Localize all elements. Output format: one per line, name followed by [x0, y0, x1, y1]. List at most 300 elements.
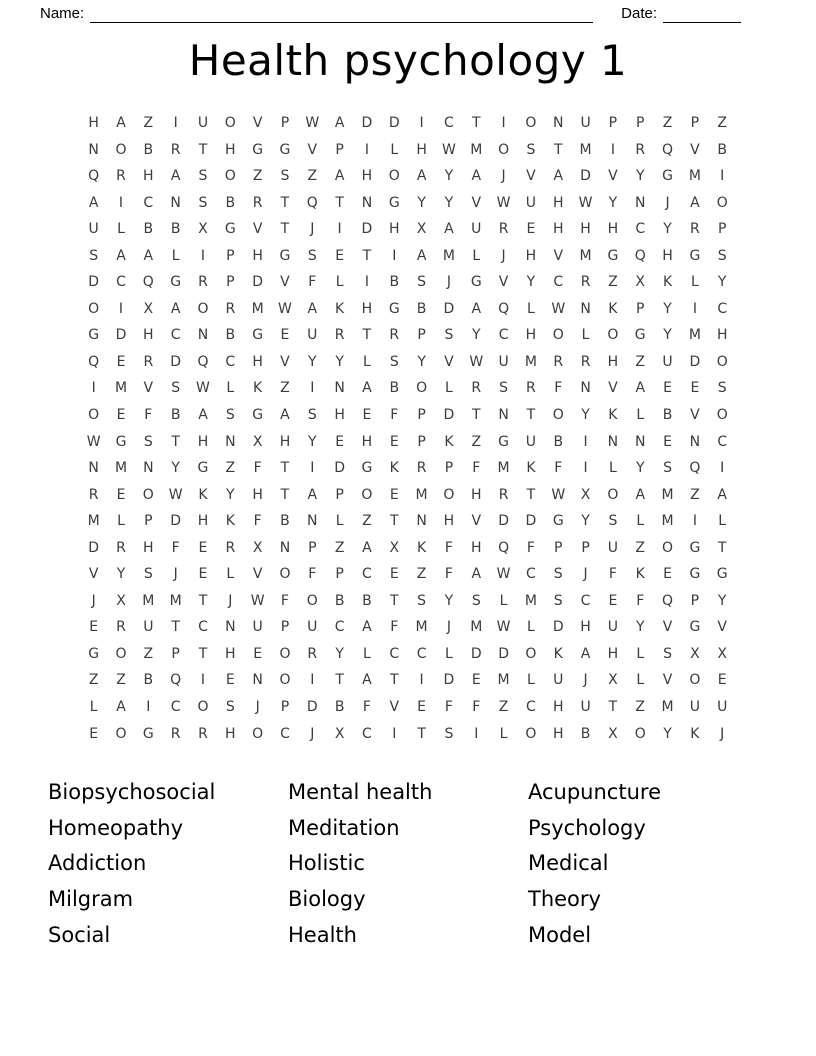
grid-letter: U: [662, 353, 673, 370]
grid-letter: I: [310, 460, 315, 477]
grid-letter: V: [526, 168, 536, 185]
grid-letter: A: [334, 115, 345, 131]
grid-letter: E: [663, 380, 672, 397]
grid-letter: P: [417, 327, 426, 344]
grid-letter: M: [688, 168, 701, 185]
grid-letter: U: [717, 699, 728, 716]
grid-letter: S: [717, 247, 727, 264]
grid-letter: K: [690, 725, 700, 742]
grid-letter: G: [115, 433, 127, 450]
grid-letter: H: [197, 513, 209, 530]
grid-letter: V: [471, 194, 482, 211]
grid-letter: T: [335, 194, 344, 211]
grid-letter: M: [579, 141, 592, 158]
grid-letter: I: [173, 115, 178, 131]
grid-letter: D: [306, 699, 318, 716]
grid-letter: C: [116, 274, 126, 291]
grid-letter: Q: [498, 300, 510, 317]
grid-letter: J: [228, 592, 233, 609]
grid-letter: U: [143, 619, 154, 636]
grid-letter: D: [361, 115, 373, 131]
grid-letter: U: [525, 194, 537, 211]
grid-letter: P: [144, 513, 153, 530]
grid-letter: I: [364, 274, 370, 291]
grid-letter: F: [554, 460, 563, 477]
grid-letter: A: [362, 539, 372, 556]
grid-letter: F: [280, 592, 289, 609]
grid-row: [80, 110, 736, 137]
grid-letter: O: [525, 725, 537, 742]
grid-row: [80, 243, 736, 270]
grid-letter: R: [690, 221, 700, 238]
grid-letter: L: [636, 513, 645, 530]
grid-letter: P: [417, 407, 426, 424]
grid-letter: K: [417, 539, 427, 556]
grid-letter: C: [717, 433, 728, 450]
grid-letter: A: [635, 380, 646, 397]
grid-letter: Z: [416, 566, 427, 583]
grid-letter: K: [608, 407, 618, 424]
grid-letter: C: [416, 645, 427, 662]
word-list-item: Holistic: [288, 851, 365, 876]
grid-letter: T: [198, 592, 208, 609]
grid-letter: G: [88, 327, 100, 344]
grid-letter: S: [663, 645, 672, 662]
grid-letter: F: [171, 539, 180, 556]
grid-letter: D: [498, 513, 509, 530]
grid-row: [80, 561, 736, 588]
grid-letter: G: [279, 141, 291, 158]
grid-letter: Z: [116, 672, 126, 689]
grid-letter: P: [280, 115, 290, 131]
grid-letter: L: [363, 645, 371, 662]
grid-letter: O: [525, 645, 537, 662]
grid-letter: N: [416, 513, 427, 530]
grid-letter: F: [390, 407, 399, 424]
name-label: Name:: [40, 5, 85, 22]
grid-letter: J: [310, 725, 315, 742]
grid-letter: G: [552, 513, 564, 530]
grid-letter: M: [661, 699, 674, 716]
grid-letter: O: [224, 168, 236, 185]
grid-letter: Z: [662, 115, 673, 131]
grid-letter: K: [553, 645, 563, 662]
grid-letter: I: [720, 460, 725, 477]
grid-letter: I: [200, 672, 206, 689]
grid-row: [80, 667, 736, 694]
grid-letter: Z: [88, 672, 99, 689]
grid-letter: K: [225, 513, 235, 530]
grid-letter: R: [307, 645, 318, 662]
grid-letter: Q: [662, 141, 674, 158]
grid-letter: F: [526, 539, 535, 556]
grid-letter: L: [226, 380, 235, 397]
grid-letter: M: [169, 592, 182, 609]
grid-letter: C: [389, 645, 400, 662]
grid-letter: E: [280, 327, 290, 344]
grid-letter: J: [501, 168, 506, 185]
grid-letter: A: [116, 247, 126, 264]
grid-letter: C: [143, 194, 154, 211]
word-list-column: [528, 777, 768, 955]
grid-letter: P: [280, 619, 290, 636]
grid-letter: K: [335, 300, 345, 317]
grid-letter: W: [496, 194, 511, 211]
grid-letter: V: [88, 566, 99, 583]
grid-letter: L: [335, 274, 344, 291]
grid-letter: C: [170, 327, 181, 344]
grid-letter: A: [362, 380, 372, 397]
grid-letter: B: [143, 141, 154, 158]
grid-letter: V: [389, 699, 400, 716]
grid-letter: D: [443, 672, 455, 689]
grid-letter: E: [663, 566, 672, 583]
grid-letter: E: [116, 486, 126, 503]
grid-letter: Z: [635, 539, 646, 556]
grid-letter: L: [581, 327, 590, 344]
grid-letter: V: [471, 513, 482, 530]
grid-letter: G: [689, 247, 701, 264]
grid-letter: X: [690, 645, 700, 662]
grid-letter: P: [226, 274, 235, 291]
grid-letter: D: [525, 513, 537, 530]
grid-letter: S: [444, 327, 454, 344]
grid-row: [80, 163, 736, 190]
grid-letter: A: [717, 486, 727, 503]
grid-letter: T: [471, 115, 481, 131]
grid-letter: J: [583, 566, 588, 583]
grid-letter: G: [689, 539, 701, 556]
grid-letter: F: [472, 699, 481, 716]
grid-letter: R: [498, 486, 509, 503]
grid-letter: X: [143, 300, 154, 317]
grid-letter: W: [86, 433, 101, 450]
grid-letter: K: [444, 433, 454, 450]
grid-letter: U: [307, 327, 318, 344]
grid-letter: V: [662, 619, 673, 636]
grid-letter: L: [226, 566, 235, 583]
grid-letter: F: [144, 407, 153, 424]
grid-letter: Y: [226, 486, 235, 503]
grid-letter: X: [717, 645, 727, 662]
grid-letter: Y: [608, 194, 618, 211]
grid-letter: Z: [143, 115, 154, 131]
grid-letter: W: [168, 486, 183, 503]
word-list-item: Addiction: [48, 851, 147, 876]
grid-letter: F: [444, 539, 453, 556]
grid-letter: L: [499, 725, 508, 742]
grid-letter: S: [171, 380, 181, 397]
grid-letter: E: [471, 672, 481, 689]
date-blank-line: [663, 8, 741, 23]
grid-letter: Y: [444, 168, 454, 185]
grid-letter: S: [307, 247, 317, 264]
grid-letter: W: [196, 380, 210, 397]
grid-letter: H: [361, 300, 373, 317]
grid-letter: C: [334, 619, 345, 636]
grid-letter: R: [225, 539, 236, 556]
grid-letter: O: [306, 592, 318, 609]
grid-letter: M: [415, 619, 428, 636]
grid-letter: T: [280, 194, 290, 211]
grid-letter: K: [526, 460, 536, 477]
grid-letter: Z: [717, 115, 727, 131]
grid-row: [80, 482, 736, 509]
grid-letter: M: [661, 513, 674, 530]
grid-letter: D: [88, 539, 100, 556]
grid-letter: O: [224, 115, 236, 131]
grid-letter: N: [307, 513, 318, 530]
grid-letter: L: [363, 353, 371, 370]
grid-letter: M: [251, 300, 264, 317]
grid-letter: H: [607, 353, 619, 370]
grid-letter: O: [279, 645, 291, 662]
grid-letter: M: [497, 460, 510, 477]
grid-letter: E: [389, 566, 399, 583]
grid-letter: E: [225, 672, 235, 689]
grid-letter: E: [116, 353, 126, 370]
grid-letter: R: [170, 725, 181, 742]
grid-row: [80, 721, 736, 748]
grid-letter: L: [390, 141, 399, 158]
grid-letter: K: [253, 380, 263, 397]
grid-letter: A: [280, 407, 290, 424]
grid-letter: H: [443, 513, 455, 530]
grid-letter: L: [608, 460, 617, 477]
grid-letter: X: [252, 539, 263, 556]
grid-letter: A: [88, 194, 99, 211]
word-list-item: Theory: [528, 886, 601, 911]
grid-letter: G: [662, 168, 673, 185]
grid-letter: R: [498, 221, 509, 238]
grid-letter: X: [334, 725, 345, 742]
grid-letter: J: [255, 699, 260, 716]
grid-letter: H: [416, 141, 427, 158]
grid-letter: G: [361, 460, 373, 477]
grid-letter: R: [553, 353, 564, 370]
grid-letter: N: [170, 194, 181, 211]
grid-letter: D: [689, 353, 701, 370]
grid-letter: P: [636, 115, 645, 131]
grid-row: [80, 535, 736, 562]
grid-letter: H: [252, 247, 263, 264]
grid-letter: N: [361, 194, 373, 211]
grid-letter: T: [471, 407, 481, 424]
grid-letter: D: [470, 645, 482, 662]
grid-letter: T: [389, 513, 399, 530]
grid-letter: F: [444, 566, 453, 583]
grid-letter: H: [143, 168, 154, 185]
grid-row: [80, 641, 736, 668]
grid-letter: B: [143, 221, 154, 238]
grid-letter: I: [392, 725, 397, 742]
grid-letter: A: [307, 300, 318, 317]
grid-letter: R: [143, 353, 154, 370]
grid-letter: D: [88, 274, 100, 291]
grid-letter: T: [362, 327, 372, 344]
grid-letter: E: [417, 699, 427, 716]
grid-letter: C: [526, 699, 536, 716]
grid-letter: O: [416, 380, 428, 397]
grid-letter: A: [690, 194, 700, 211]
grid-letter: L: [445, 380, 453, 397]
grid-letter: S: [143, 566, 153, 583]
grid-row: [80, 588, 736, 615]
grid-letter: H: [197, 433, 209, 450]
grid-letter: Y: [335, 353, 344, 370]
grid-letter: H: [552, 725, 564, 742]
grid-letter: O: [115, 725, 127, 742]
grid-letter: A: [471, 168, 482, 185]
grid-letter: O: [388, 168, 400, 185]
grid-letter: F: [636, 592, 645, 609]
grid-letter: I: [392, 247, 397, 264]
grid-letter: U: [525, 433, 537, 450]
grid-letter: S: [225, 407, 235, 424]
grid-letter: V: [252, 221, 263, 238]
word-list-item: Biology: [288, 886, 366, 911]
grid-letter: G: [689, 619, 701, 636]
grid-letter: H: [580, 619, 591, 636]
grid-letter: L: [636, 645, 645, 662]
grid-letter: S: [717, 380, 727, 397]
grid-letter: Z: [471, 433, 482, 450]
grid-letter: A: [416, 247, 427, 264]
grid-letter: R: [389, 327, 400, 344]
grid-letter: D: [580, 168, 591, 185]
word-list-item: Medical: [528, 851, 609, 876]
grid-letter: Y: [526, 274, 536, 291]
grid-letter: B: [580, 725, 591, 742]
grid-letter: R: [580, 274, 591, 291]
grid-letter: C: [362, 566, 372, 583]
grid-letter: L: [636, 407, 645, 424]
grid-row: [80, 694, 736, 721]
grid-letter: N: [143, 460, 154, 477]
grid-letter: Z: [225, 460, 236, 477]
grid-letter: B: [225, 194, 236, 211]
grid-letter: O: [443, 486, 455, 503]
grid-letter: M: [661, 486, 674, 503]
grid-letter: P: [171, 645, 180, 662]
grid-letter: H: [525, 327, 537, 344]
grid-letter: Y: [581, 513, 590, 530]
grid-letter: V: [690, 141, 700, 158]
grid-letter: O: [662, 539, 674, 556]
grid-letter: K: [608, 300, 618, 317]
word-list-item: Mental health: [288, 780, 433, 805]
grid-letter: J: [446, 619, 451, 636]
grid-letter: M: [524, 592, 537, 609]
grid-letter: J: [720, 725, 725, 742]
grid-row: [80, 349, 736, 376]
grid-letter: Y: [308, 433, 317, 450]
grid-letter: X: [416, 221, 427, 238]
grid-letter: H: [143, 539, 154, 556]
grid-letter: E: [362, 407, 372, 424]
grid-letter: R: [170, 141, 181, 158]
grid-letter: E: [198, 539, 208, 556]
grid-letter: Z: [635, 353, 646, 370]
grid-letter: L: [472, 247, 481, 264]
grid-letter: F: [608, 566, 617, 583]
word-list-column: [48, 777, 288, 955]
grid-letter: X: [608, 725, 618, 742]
grid-letter: M: [497, 672, 510, 689]
grid-letter: I: [310, 672, 315, 689]
grid-letter: T: [417, 725, 426, 742]
grid-letter: V: [553, 247, 564, 264]
grid-letter: K: [635, 566, 645, 583]
grid-letter: R: [580, 353, 591, 370]
grid-letter: N: [607, 433, 619, 450]
grid-letter: B: [225, 327, 236, 344]
grid-letter: J: [91, 592, 96, 609]
grid-letter: Z: [635, 699, 646, 716]
grid-letter: V: [662, 672, 673, 689]
grid-letter: H: [552, 194, 564, 211]
grid-letter: F: [554, 380, 563, 397]
grid-letter: L: [117, 221, 125, 238]
grid-letter: M: [415, 486, 428, 503]
grid-letter: F: [253, 460, 262, 477]
grid-letter: B: [334, 699, 345, 716]
grid-letter: B: [553, 433, 564, 450]
word-list-item: Milgram: [48, 886, 134, 911]
grid-letter: Q: [498, 539, 510, 556]
grid-letter: Y: [308, 353, 317, 370]
grid-letter: I: [118, 194, 124, 211]
grid-letter: D: [170, 513, 182, 530]
grid-letter: C: [580, 592, 591, 609]
grid-letter: U: [607, 619, 619, 636]
grid-letter: G: [388, 194, 400, 211]
grid-letter: E: [389, 486, 399, 503]
grid-letter: W: [469, 353, 484, 370]
grid-letter: O: [689, 672, 701, 689]
grid-letter: O: [716, 407, 728, 424]
grid-letter: O: [716, 353, 728, 370]
grid-letter: B: [389, 274, 400, 291]
grid-letter: A: [334, 168, 345, 185]
grid-letter: C: [526, 566, 536, 583]
grid-letter: M: [470, 619, 483, 636]
grid-letter: W: [305, 115, 320, 131]
grid-letter: U: [580, 699, 591, 716]
grid-letter: D: [443, 300, 455, 317]
grid-letter: S: [444, 725, 454, 742]
grid-letter: R: [252, 194, 263, 211]
grid-letter: S: [417, 274, 427, 291]
grid-letter: H: [389, 221, 400, 238]
grid-letter: O: [552, 327, 564, 344]
grid-letter: X: [252, 433, 263, 450]
grid-letter: N: [634, 433, 646, 450]
grid-letter: H: [580, 221, 591, 238]
grid-letter: E: [608, 592, 618, 609]
grid-letter: H: [225, 725, 236, 742]
grid-letter: T: [526, 486, 536, 503]
grid-letter: M: [114, 380, 128, 397]
grid-letter: R: [334, 327, 345, 344]
word-list-item: Biopsychosocial: [48, 780, 216, 805]
grid-letter: B: [717, 141, 728, 158]
grid-letter: Z: [498, 699, 509, 716]
grid-letter: M: [87, 513, 100, 530]
grid-letter: D: [552, 619, 564, 636]
grid-letter: X: [608, 672, 618, 689]
grid-letter: W: [551, 300, 566, 317]
